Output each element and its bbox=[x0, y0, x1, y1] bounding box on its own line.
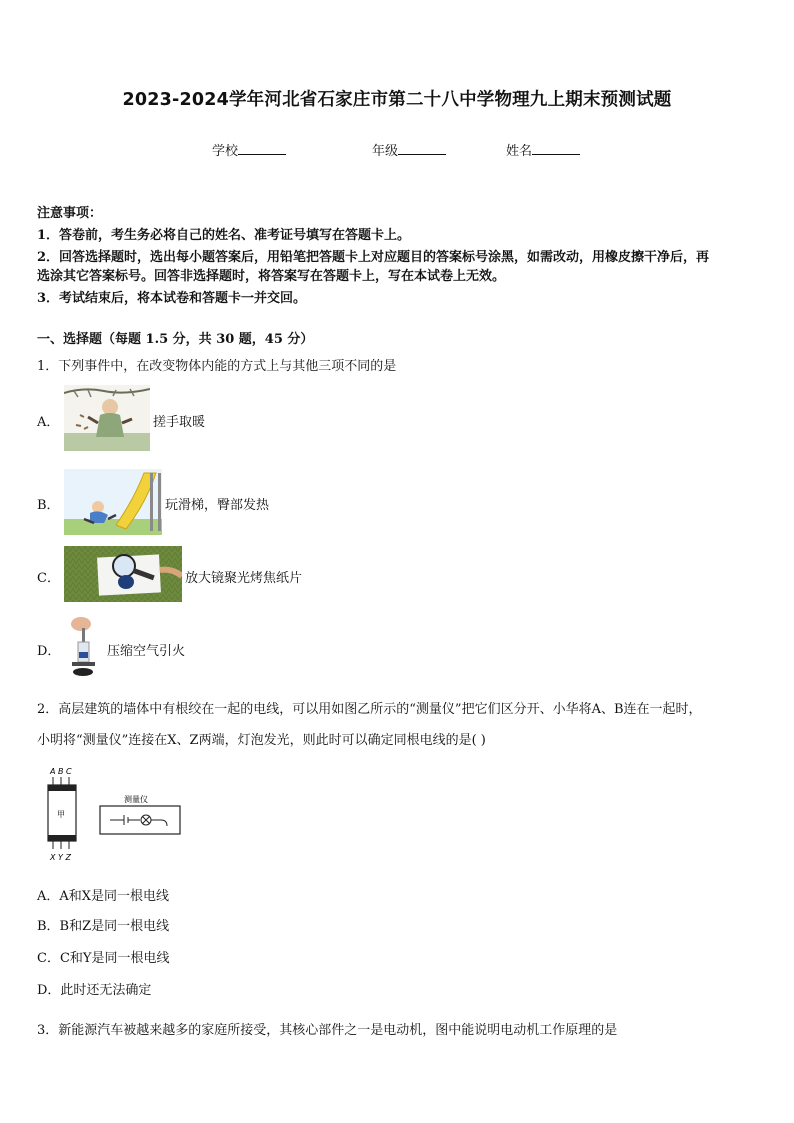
q1-option-b-text: 玩滑梯，臀部发热 bbox=[165, 498, 270, 513]
question-1-stem: 1．下列事件中，在改变物体内能的方式上与其他三项不同的是 bbox=[37, 359, 397, 374]
q1-option-a-letter[interactable]: A． bbox=[37, 415, 60, 430]
q1-option-c-letter[interactable]: C． bbox=[37, 571, 60, 586]
school-blank[interactable] bbox=[238, 142, 286, 155]
q2-figure-box-label: 甲 bbox=[57, 810, 65, 819]
q1-option-a-text: 搓手取暖 bbox=[153, 415, 206, 430]
grade-label: 年级 bbox=[372, 144, 399, 159]
notice-heading: 注意事项： bbox=[37, 206, 103, 221]
school-field[interactable] bbox=[212, 140, 286, 159]
notice-item: 选涂其它答案标号。回答非选择题时，将答案写在答题卡上，写在本试卷上无效。 bbox=[37, 269, 506, 284]
q2-figure-top-labels: A B C bbox=[50, 767, 72, 776]
q1-option-d-image bbox=[64, 614, 104, 682]
grade-blank[interactable] bbox=[398, 142, 446, 155]
name-blank[interactable] bbox=[532, 142, 580, 155]
question-2-stem-line2: 小明将“测量仪”连接在X、Z两端，灯泡发光，则此时可以确定同根电线的是( ) bbox=[37, 733, 486, 748]
q2-figure-meter-label: 测量仪 bbox=[124, 795, 148, 804]
question-2-stem-line1: 2．高层建筑的墙体中有根绞在一起的电线，可以用如图乙所示的“测量仪”把它们区分开、小华将A、B连在一起时， bbox=[37, 702, 702, 717]
q1-option-a-image bbox=[64, 385, 150, 451]
notice-item: 2．回答选择题时，选出每小题答案后，用铅笔把答题卡上对应题目的答案标号涂黑，如需改动，用橡皮擦干净后，再 bbox=[37, 250, 710, 265]
notice-item: 1．答卷前，考生务必将自己的姓名、准考证号填写在答题卡上。 bbox=[37, 228, 411, 243]
q1-option-c-text: 放大镜聚光烤焦纸片 bbox=[185, 571, 303, 586]
q1-option-d-text: 压缩空气引火 bbox=[107, 644, 186, 659]
school-label: 学校 bbox=[212, 144, 239, 159]
q2-option-b[interactable]: B．B和Z是同一根电线 bbox=[37, 919, 170, 934]
notice-item: 3．考试结束后，将本试卷和答题卡一并交回。 bbox=[37, 291, 307, 306]
q2-option-c[interactable]: C．C和Y是同一根电线 bbox=[37, 951, 170, 966]
section-heading: 一、选择题（每题 1.5 分，共 30 题，45 分） bbox=[37, 332, 314, 347]
q1-option-d-letter[interactable]: D． bbox=[37, 644, 61, 659]
q2-option-a[interactable]: A．A和X是同一根电线 bbox=[37, 889, 170, 904]
page-title: 2023-2024学年河北省石家庄市第二十八中学物理九上期末预测试题 bbox=[122, 90, 672, 110]
q1-option-b-image bbox=[64, 469, 162, 535]
q1-option-b-letter[interactable]: B． bbox=[37, 498, 60, 513]
q1-option-c-image bbox=[64, 546, 182, 602]
q2-option-d[interactable]: D．此时还无法确定 bbox=[37, 983, 152, 998]
name-field[interactable] bbox=[506, 140, 580, 159]
question-3-stem: 3．新能源汽车被越来越多的家庭所接受，其核心部件之一是电动机，图中能说明电动机工作原理的是 bbox=[37, 1023, 618, 1038]
q2-figure-bottom-labels: X Y Z bbox=[50, 853, 71, 862]
grade-field[interactable] bbox=[372, 140, 446, 159]
name-label: 姓名 bbox=[506, 144, 533, 159]
q2-figure bbox=[40, 764, 190, 864]
